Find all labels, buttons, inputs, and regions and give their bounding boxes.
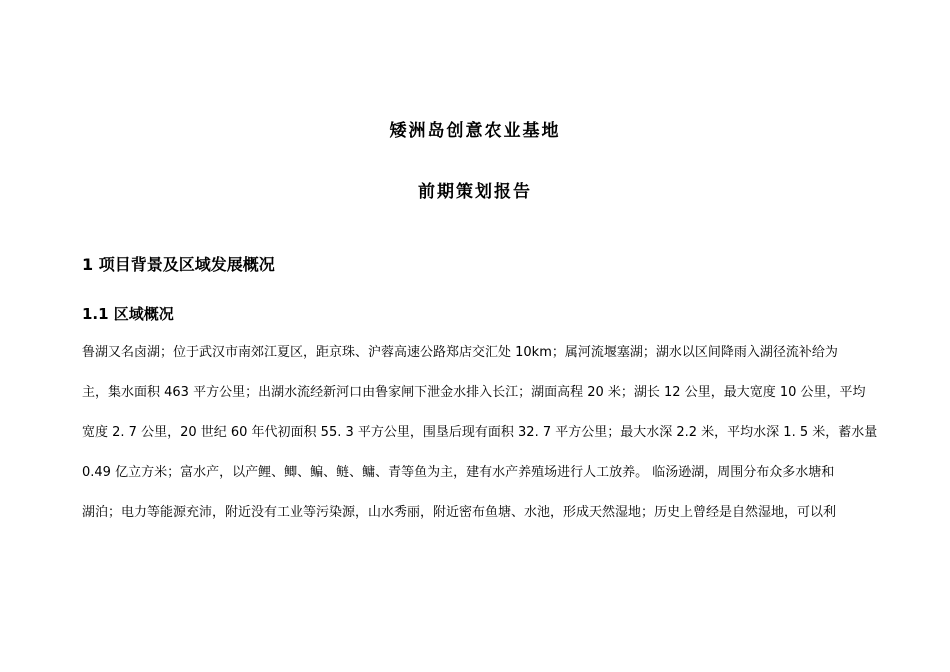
section-heading: 1 项目背景及区域发展概况	[82, 255, 275, 274]
document-title: 矮洲岛创意农业基地	[389, 121, 561, 141]
subsection-heading: 1.1 区域概况	[82, 305, 174, 323]
paragraph-line: 0.49 亿立方米；富水产，以产鲤、鲫、鳊、鲢、鳙、青等鱼为主，建有水产养殖场进行人工放养。 临汤逊湖，周围分布众多水塘和	[82, 465, 835, 480]
body-paragraph	[82, 339, 882, 539]
paragraph-line: 宽度 2. 7 公里，20 世纪 60 年代初面积 55. 3 平方公里，围垦后现有面积 32. 7 平方公里；最大水深 2.2 米，平均水深 1. 5 米，蓄水量	[82, 425, 878, 440]
paragraph-line: 主，集水面积 463 平方公里；出湖水流经新河口由鲁家闸下泄金水排入长江；湖面高程 20 米；湖长 12 公里，最大宽度 10 公里，平均	[82, 385, 866, 400]
paragraph-line: 鲁湖又名卤湖；位于武汉市南郊江夏区，距京珠、沪蓉高速公路郑店交汇处 10km；属河流堰塞湖；湖水以区间降雨入湖径流补给为	[82, 345, 838, 360]
document-subtitle: 前期策划报告	[418, 182, 532, 202]
paragraph-line: 湖泊；电力等能源充沛，附近没有工业等污染源，山水秀丽，附近密布鱼塘、水池，形成天然湿地；历史上曾经是自然湿地，可以利	[82, 505, 837, 520]
